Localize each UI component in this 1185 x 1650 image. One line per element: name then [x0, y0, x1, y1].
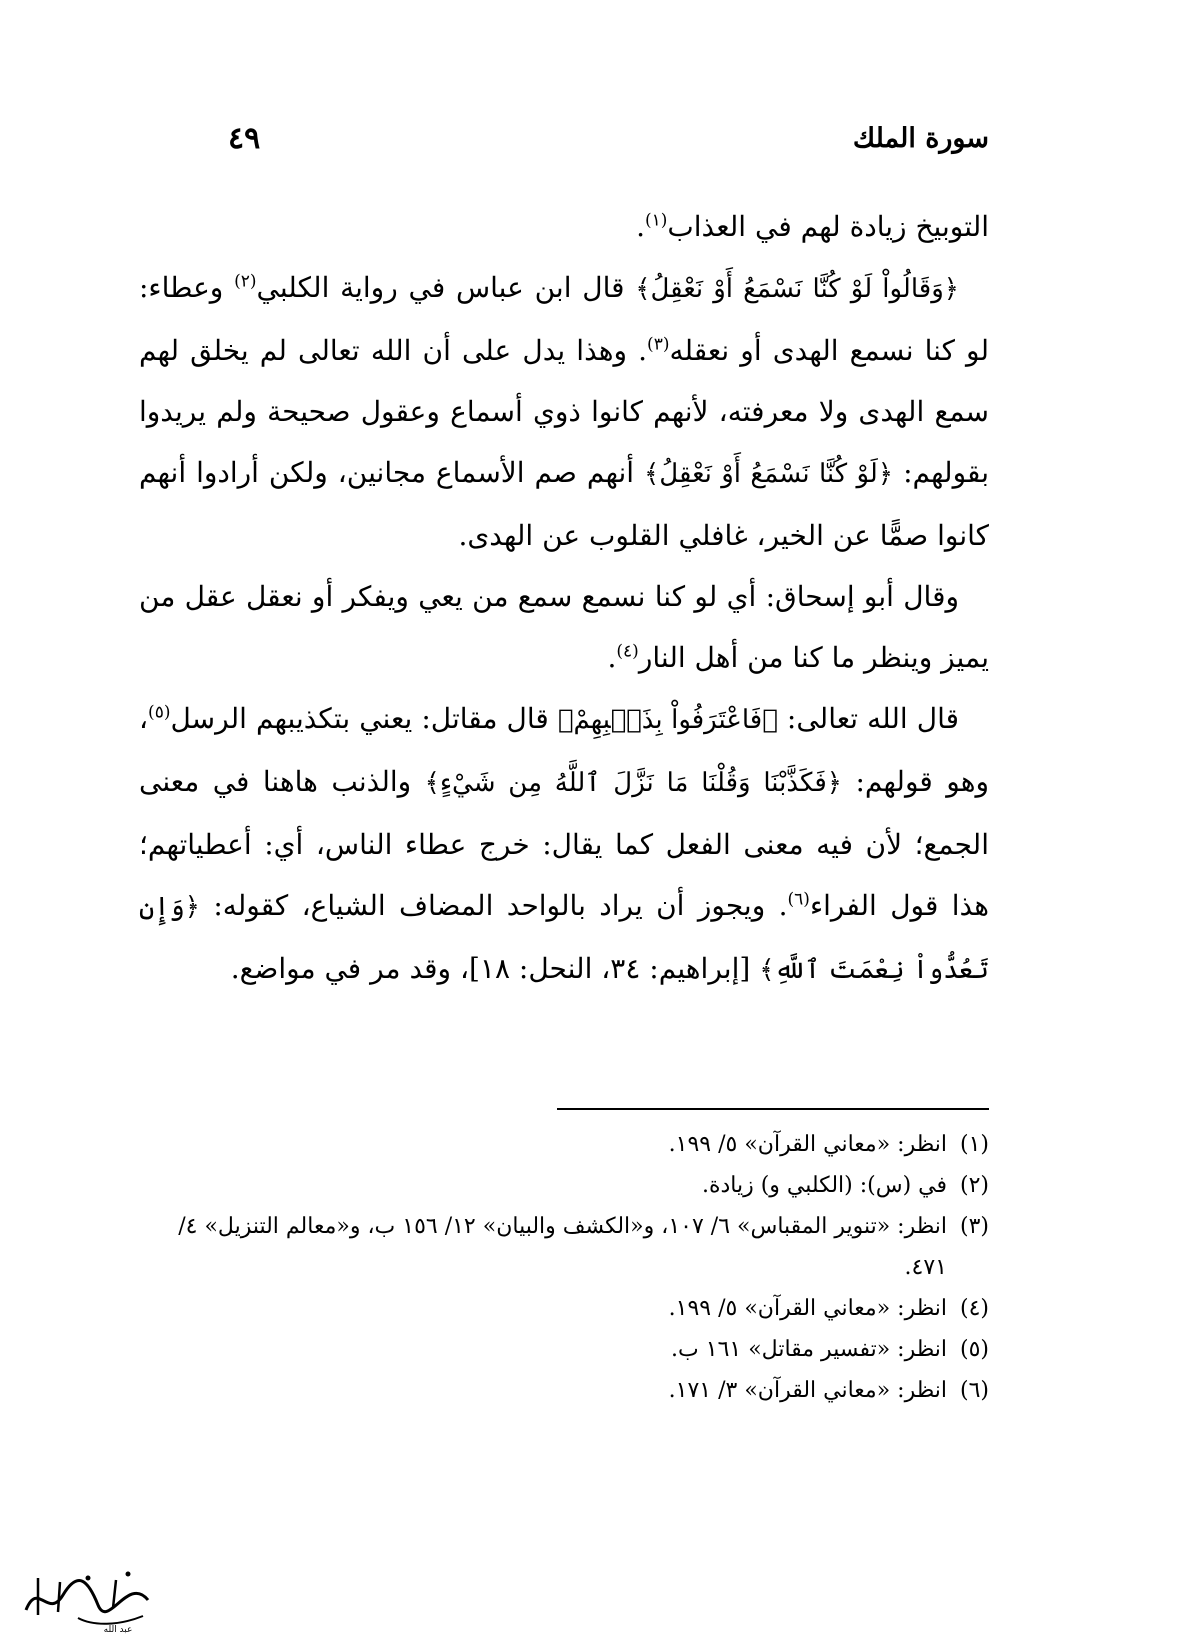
footnote-number: (٥)	[959, 1337, 989, 1362]
paragraph-text: قال الله تعالى:	[777, 702, 959, 735]
quran-verse: ﴿فَاعْتَرَفُواْ بِذَنۢبِهِمْ﴾	[557, 705, 778, 735]
quran-verse: ﴿وَقَالُواْ لَوْ كُنَّا نَسْمَعُ أَوْ نَعْقِلُ﴾	[635, 274, 959, 304]
quran-verse: ﴿فَكَذَّبْنَا وَقُلْنَا مَا نَزَّلَ ٱللَّهُ مِن شَيْءٍ﴾	[424, 768, 843, 798]
paragraph-text: وقال أبو إسحاق: أي لو كنا نسمع سمع من يعي ويفكر أو نعقل عقل من يميز وينظر ما كنا من أهل النار	[139, 580, 989, 674]
surah-title: سورة الملك	[852, 122, 989, 154]
paragraph-text: قال مقاتل: يعني بتكذيبهم الرسل	[170, 702, 558, 735]
footnote-5	[139, 1329, 989, 1370]
footnote-number: (١)	[959, 1132, 989, 1157]
footnote-ref-2: (٢)	[234, 271, 257, 292]
library-stamp-logo	[18, 1560, 168, 1636]
footnote-text: انظر: «معاني القرآن» ٥/ ١٩٩.	[668, 1296, 947, 1321]
paragraph-1	[139, 196, 989, 257]
footnote-divider	[557, 1108, 989, 1110]
paragraph-text: . وهذا يدل على أن الله تعالى لم يخلق لهم سمع الهدى ولا معرفته، لأنهم كانوا ذوي أسماع وعقول صحيحة ولم يريدوا بقولهم:	[139, 334, 990, 489]
stamp-calligraphy-icon	[18, 1560, 168, 1636]
paragraph-4	[139, 688, 989, 1001]
page-number: ٤٩	[228, 120, 261, 156]
paragraph-text: والذنب هاهنا في معنى الجمع؛ لأن فيه معنى الفعل كما يقال: خرج عطاء الناس، أي: أعطياتهم؛ هذا قول الفراء	[139, 765, 990, 922]
punctuation: .	[607, 641, 617, 674]
footnote-3	[139, 1206, 989, 1288]
footnote-number: (٤)	[959, 1296, 989, 1321]
stamp-small-text: عبد الله	[103, 1625, 133, 1635]
footnote-ref-5: (٥)	[148, 702, 171, 723]
footnote-1	[139, 1124, 989, 1165]
paragraph-text: ، وهو قولهم:	[139, 702, 989, 798]
paragraph-text: أنهم صم الأسماع مجانين، ولكن أرادوا أنهم كانوا صمًّا عن الخير، غافلي القلوب عن الهدى.	[139, 456, 989, 552]
footnote-2	[139, 1165, 989, 1206]
paragraph-text: وعطاء: لو كنا نسمع الهدى أو نعقله	[139, 271, 989, 367]
paragraph-2	[139, 257, 989, 566]
footnote-text: انظر: «معاني القرآن» ٥/ ١٩٩.	[668, 1132, 947, 1157]
footnote-number: (٢)	[959, 1173, 989, 1198]
footnote-6	[139, 1370, 989, 1411]
paragraph-text: . ويجوز أن يراد بالواحد المضاف الشياع، كقوله:	[199, 889, 788, 922]
footnote-text: انظر: «تفسير مقاتل» ١٦١ ب.	[671, 1337, 947, 1362]
page-header	[228, 118, 989, 158]
main-text	[139, 196, 989, 1001]
quran-verse: ﴿وَإِن تَعُدُّواْ نِعْمَتَ ٱللَّهِ﴾	[139, 892, 989, 985]
quran-verse: ﴿لَوْ كُنَّا نَسْمَعُ أَوْ نَعْقِلُ﴾	[644, 459, 894, 489]
footnote-ref-4: (٤)	[616, 641, 639, 662]
footnote-text: في (س): (الكلبي و) زيادة.	[701, 1173, 947, 1198]
punctuation: .	[636, 210, 645, 243]
footnote-text: انظر: «تنوير المقباس» ٦/ ١٠٧، و«الكشف والبيان» ١٢/ ١٥٦ ب، و«معالم التنزيل» ٤/ ٤٧١.	[178, 1214, 947, 1280]
footnote-ref-1: (١)	[645, 210, 668, 231]
footnote-number: (٣)	[959, 1214, 989, 1239]
paragraph-text: التوبيخ زيادة لهم في العذاب	[667, 210, 989, 243]
footnote-4	[139, 1288, 989, 1329]
paragraph-text: [إبراهيم: ٣٤، النحل: ١٨]، وقد مر في مواضع.	[230, 952, 760, 985]
footnote-text: انظر: «معاني القرآن» ٣/ ١٧١.	[668, 1378, 947, 1403]
footnotes	[139, 1124, 989, 1411]
footnote-number: (٦)	[959, 1378, 989, 1403]
footnote-ref-3: (٣)	[647, 334, 670, 355]
paragraph-3	[139, 566, 989, 688]
paragraph-text: قال ابن عباس في رواية الكلبي	[256, 271, 636, 304]
footnote-ref-6: (٦)	[787, 889, 810, 910]
